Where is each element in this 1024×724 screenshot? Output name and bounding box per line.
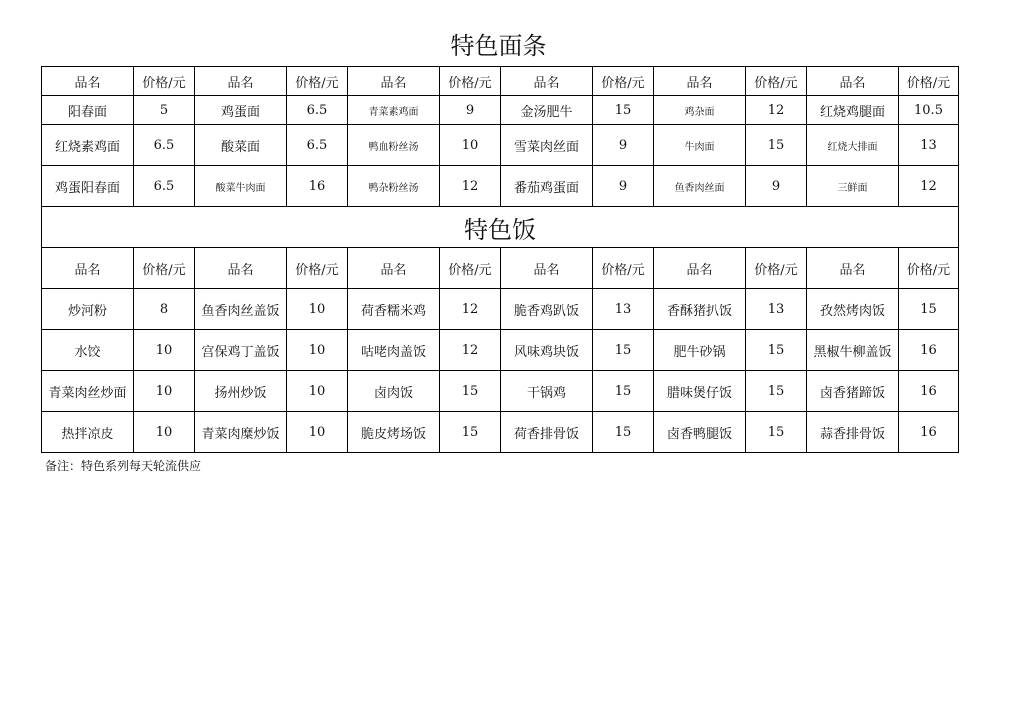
dish-price: 15 — [440, 371, 501, 412]
dish-price: 15 — [746, 330, 807, 371]
dish-price: 6.5 — [134, 166, 195, 207]
header-price: 价格/元 — [134, 67, 195, 96]
dish-price: 16 — [899, 371, 959, 412]
rice-section-title: 特色饭 — [42, 207, 959, 248]
dish-price: 15 — [593, 96, 654, 125]
dish-price: 12 — [746, 96, 807, 125]
dish-price: 6.5 — [134, 125, 195, 166]
dish-price: 5 — [134, 96, 195, 125]
footnote: 备注：特色系列每天轮流供应 — [45, 459, 202, 473]
dish-name: 雪菜肉丝面 — [501, 125, 593, 166]
dish-price: 9 — [746, 166, 807, 207]
header-price: 价格/元 — [899, 67, 959, 96]
dish-price: 9 — [593, 125, 654, 166]
dish-name: 青菜素鸡面 — [348, 96, 440, 125]
dish-name: 热拌凉皮 — [42, 412, 134, 453]
dish-name: 三鲜面 — [807, 166, 899, 207]
header-name: 品名 — [42, 67, 134, 96]
dish-price: 13 — [899, 125, 959, 166]
dish-name: 番茄鸡蛋面 — [501, 166, 593, 207]
header-price: 价格/元 — [593, 248, 654, 289]
header-name: 品名 — [348, 67, 440, 96]
dish-name: 青菜肉糜炒饭 — [195, 412, 287, 453]
dish-price: 10 — [287, 371, 348, 412]
dish-price: 15 — [746, 371, 807, 412]
header-price: 价格/元 — [746, 248, 807, 289]
dish-name: 蒜香排骨饭 — [807, 412, 899, 453]
dish-price: 9 — [440, 96, 501, 125]
table-row — [42, 125, 959, 166]
dish-name: 卤香鸭腿饭 — [654, 412, 746, 453]
header-name: 品名 — [501, 67, 593, 96]
header-price: 价格/元 — [440, 67, 501, 96]
dish-name: 香酥猪扒饭 — [654, 289, 746, 330]
rice-header-row — [42, 248, 959, 289]
rice-section-row — [42, 207, 959, 248]
header-price: 价格/元 — [287, 248, 348, 289]
dish-name: 风味鸡块饭 — [501, 330, 593, 371]
dish-name: 卤肉饭 — [348, 371, 440, 412]
dish-price: 12 — [440, 330, 501, 371]
dish-price: 6.5 — [287, 125, 348, 166]
dish-price: 16 — [287, 166, 348, 207]
dish-price: 12 — [440, 289, 501, 330]
dish-name: 鸡蛋阳春面 — [42, 166, 134, 207]
dish-price: 16 — [899, 412, 959, 453]
header-name: 品名 — [195, 67, 287, 96]
header-price: 价格/元 — [440, 248, 501, 289]
header-price: 价格/元 — [899, 248, 959, 289]
dish-name: 脆香鸡趴饭 — [501, 289, 593, 330]
dish-price: 13 — [746, 289, 807, 330]
table-row — [42, 289, 959, 330]
dish-price: 15 — [746, 125, 807, 166]
dish-price: 9 — [593, 166, 654, 207]
header-name: 品名 — [654, 67, 746, 96]
table-row — [42, 96, 959, 125]
dish-name: 酸菜面 — [195, 125, 287, 166]
dish-price: 10 — [440, 125, 501, 166]
page-title: 特色面条 — [450, 32, 547, 60]
table-row — [42, 371, 959, 412]
dish-name: 红烧素鸡面 — [42, 125, 134, 166]
dish-name: 咕咾肉盖饭 — [348, 330, 440, 371]
dish-name: 红烧鸡腿面 — [807, 96, 899, 125]
dish-price: 10 — [287, 289, 348, 330]
dish-name: 水饺 — [42, 330, 134, 371]
dish-name: 鱼香肉丝面 — [654, 166, 746, 207]
header-price: 价格/元 — [287, 67, 348, 96]
dish-name: 青菜肉丝炒面 — [42, 371, 134, 412]
noodle-header-row — [42, 67, 959, 96]
dish-price: 6.5 — [287, 96, 348, 125]
dish-price: 15 — [593, 330, 654, 371]
dish-price: 15 — [593, 371, 654, 412]
dish-price: 15 — [440, 412, 501, 453]
table-row — [42, 166, 959, 207]
header-price: 价格/元 — [593, 67, 654, 96]
dish-name: 荷香排骨饭 — [501, 412, 593, 453]
dish-price: 10 — [134, 371, 195, 412]
dish-name: 牛肉面 — [654, 125, 746, 166]
header-price: 价格/元 — [746, 67, 807, 96]
table-row — [42, 412, 959, 453]
dish-name: 金汤肥牛 — [501, 96, 593, 125]
header-name: 品名 — [195, 248, 287, 289]
header-price: 价格/元 — [134, 248, 195, 289]
dish-name: 干锅鸡 — [501, 371, 593, 412]
dish-name: 鱼香肉丝盖饭 — [195, 289, 287, 330]
dish-name: 扬州炒饭 — [195, 371, 287, 412]
header-name: 品名 — [42, 248, 134, 289]
dish-name: 阳春面 — [42, 96, 134, 125]
dish-price: 15 — [593, 412, 654, 453]
dish-price: 12 — [899, 166, 959, 207]
dish-name: 卤香猪蹄饭 — [807, 371, 899, 412]
dish-price: 10 — [134, 330, 195, 371]
dish-price: 10 — [287, 412, 348, 453]
header-name: 品名 — [348, 248, 440, 289]
dish-price: 16 — [899, 330, 959, 371]
table-row — [42, 330, 959, 371]
dish-price: 15 — [899, 289, 959, 330]
dish-name: 鸭杂粉丝汤 — [348, 166, 440, 207]
dish-name: 黑椒牛柳盖饭 — [807, 330, 899, 371]
dish-name: 脆皮烤场饭 — [348, 412, 440, 453]
header-name: 品名 — [807, 67, 899, 96]
dish-name: 鸡杂面 — [654, 96, 746, 125]
dish-price: 10 — [134, 412, 195, 453]
dish-name: 红烧大排面 — [807, 125, 899, 166]
header-name: 品名 — [501, 248, 593, 289]
dish-name: 鸭血粉丝汤 — [348, 125, 440, 166]
dish-name: 腊味煲仔饭 — [654, 371, 746, 412]
dish-price: 15 — [746, 412, 807, 453]
dish-price: 12 — [440, 166, 501, 207]
menu-table — [41, 66, 959, 453]
dish-name: 宫保鸡丁盖饭 — [195, 330, 287, 371]
dish-name: 酸菜牛肉面 — [195, 166, 287, 207]
dish-name: 鸡蛋面 — [195, 96, 287, 125]
dish-name: 肥牛砂锅 — [654, 330, 746, 371]
dish-price: 10.5 — [899, 96, 959, 125]
dish-name: 孜然烤肉饭 — [807, 289, 899, 330]
dish-price: 13 — [593, 289, 654, 330]
header-name: 品名 — [807, 248, 899, 289]
header-name: 品名 — [654, 248, 746, 289]
dish-price: 8 — [134, 289, 195, 330]
dish-name: 荷香糯米鸡 — [348, 289, 440, 330]
dish-name: 炒河粉 — [42, 289, 134, 330]
dish-price: 10 — [287, 330, 348, 371]
